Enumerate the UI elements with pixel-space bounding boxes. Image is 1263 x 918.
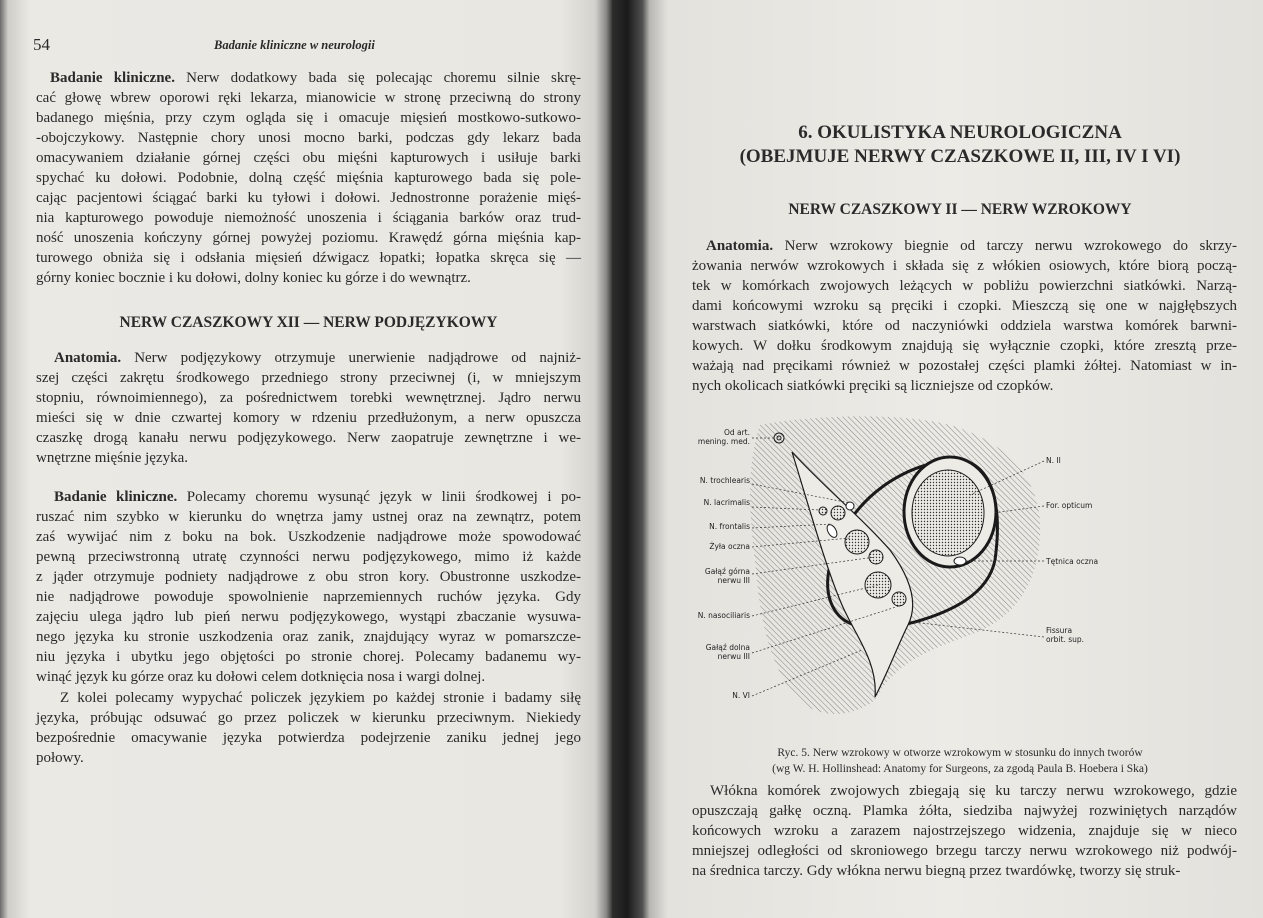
text-line (36, 188, 581, 208)
text-line (36, 268, 581, 288)
text-line (692, 376, 1237, 396)
line-text: Polecamy choremu wysunąć język w linii środkowej i po- (177, 489, 581, 505)
label-n-vi: N. VI (732, 691, 750, 700)
line-text: czaszkę drogą kanału nerwu podjęzykowego. Nerw zaopatruje zewnętrzne i we- (36, 430, 581, 446)
text-line (692, 336, 1237, 356)
text-line (36, 88, 581, 108)
paragraph-ganglion-fibers (692, 781, 1237, 881)
line-text: nia kapturowego powoduje niemożność unoszenia i ściągania barków oraz trud- (36, 210, 581, 226)
paragraph-clinical-exam-xii (36, 487, 581, 687)
label-od-art: Od art. (723, 428, 750, 437)
line-text: dami końcowymi wzroku są pręciki i czopki. Mieszczą się one w najgłębszych (692, 298, 1237, 314)
text-line (36, 68, 581, 88)
line-text: badanego mięśnia, przy czym ogląda się i omacuje mięsień mostkowo-sutkowo- (36, 110, 581, 126)
text-line (36, 168, 581, 188)
label-n-frontalis: N. frontalis (709, 522, 750, 531)
label-mening-med: mening. med. (697, 437, 750, 446)
label-for-opticum: For. opticum (1046, 501, 1093, 510)
ophthalmic-artery (954, 557, 966, 565)
line-text: języka, próbując odsuwać go przez policzek w kierunku przeciwnym. Niekiedy (36, 710, 581, 726)
figure-caption-line-2: (wg W. H. Hollinshead: Anatomy for Surgeons, za zgodą Paula B. Hoebera i Ska) (772, 763, 1148, 775)
text-line (692, 256, 1237, 276)
line-text: połowy. (36, 750, 84, 766)
lacrimal-nerve (819, 507, 827, 515)
line-text: winąć język ku górze oraz ku dołowi celem dotknięcia nosa i wargi dolnej. (36, 669, 486, 685)
text-line (692, 316, 1237, 336)
text-line (36, 708, 581, 728)
text-line (36, 388, 581, 408)
line-text: ruszać nim szybko w kierunku do wnętrza jamy ustnej oraz na zewnątrz, potem (36, 509, 581, 525)
line-text: bezpośrednie omacywanie języka potwierdza podejrzenie zaniku jednej jego (36, 730, 581, 746)
paragraph-lead: Badanie kliniczne. (50, 70, 175, 86)
section-heading-ii: NERW CZASZKOWY II — NERW WZROKOWY (788, 201, 1132, 218)
text-line (36, 607, 581, 627)
right-page (650, 0, 1263, 918)
paragraph-lead: Badanie kliniczne. (54, 489, 178, 505)
figure-optic-canal-diagram (690, 400, 1263, 720)
text-line (36, 248, 581, 268)
text-line (36, 728, 581, 748)
line-text: żowania nerwów wzrokowych i składa się z włókien osiowych, które biorą począ- (692, 258, 1237, 274)
chapter-title-line-2: (OBEJMUJE NERWY CZASZKOWE II, III, IV I VI) (739, 146, 1181, 167)
page-number: 54 (33, 35, 50, 54)
line-text: górny koniec bocznie i ku dołowi, dolny koniec ku górze i do wewnątrz. (36, 270, 471, 286)
text-line (36, 627, 581, 647)
text-line (692, 356, 1237, 376)
text-line (692, 276, 1237, 296)
text-line (36, 748, 581, 768)
line-text: końcowych wzroku a zarazem najostrzejszego widzenia, znajduje się w nieco (692, 823, 1237, 839)
label-galaz-gorna: Gałąź górna (704, 567, 750, 576)
line-text: na średnica tarczy. Gdy włókna nerwu biegną przez twardówkę, tworzy się struk- (692, 863, 1181, 879)
line-text: kowych. W dołku środkowym znajdują się wyłącznie czopki, które zresztą prze- (692, 338, 1237, 354)
line-text: zajęciu ulega jądro lub pień nerwu podjęzykowego, wystąpi zbaczanie wysuwa- (36, 609, 581, 625)
line-text: ność unoszenia kończyny górnej powyżej poziomu. Krawędź górna mięśnia kap- (36, 230, 581, 246)
line-text: szej części zakrętu środkowego przedniego strony przeciwnej (i, w mniejszym (36, 370, 581, 386)
text-line (36, 688, 581, 708)
section-heading-xii: NERW CZASZKOWY XII — NERW PODJĘZYKOWY (119, 314, 498, 331)
label-tetnica-oczna: Tętnica oczna (1046, 557, 1099, 566)
text-line (692, 296, 1237, 316)
line-text: niu języka i ubytku jego objętości po stronie chorej. Polecamy badanemu wy- (36, 649, 581, 665)
trochlear-nerve (846, 502, 854, 510)
text-line (692, 841, 1237, 861)
line-text: nego języka ku stronie uszkodzenia oraz zanik, znajdujący wyraz w pomarszcze- (36, 629, 581, 645)
line-text: tek w komórkach zwojowych leżących w pobliżu powierzchni siatkówki. Narzą- (692, 278, 1237, 294)
text-line (36, 667, 581, 687)
text-line (36, 368, 581, 388)
text-line (36, 487, 581, 507)
label-orbit-sup: orbit. sup. (1046, 635, 1085, 644)
label-galaz-dolna-nerwu: nerwu III (717, 652, 750, 661)
figure-caption-line-1: Ryc. 5. Nerw wzrokowy w otworze wzrokowym w stosunku do innych tworów (777, 747, 1143, 759)
label-n-nasociliaris: N. nasociliaris (697, 611, 750, 620)
paragraph-clinical-exam-xi (36, 68, 581, 288)
text-line (692, 821, 1237, 841)
text-line (36, 547, 581, 567)
line-text: mniejszej odległości od skroniowego brzegu tarczy nerwu wzrokowego niż podwój- (692, 843, 1237, 859)
line-text: warstwach siatkówki, które od naczyniówki oddziela warstwa komórek barwni- (692, 318, 1237, 334)
line-text: wnętrzne mięśnie języka. (36, 450, 189, 466)
line-text: Włókna komórek zwojowych zbiegają się ku tarczy nerwu wzrokowego, gdzie (710, 783, 1237, 799)
line-text: nie nadjądrowe powoduje spowolnienie naprzemiennych ruchów języka. Gdy (36, 589, 581, 605)
paragraph-lead: Anatomia. (706, 238, 774, 254)
superior-branch-iii (845, 530, 869, 554)
line-text: pewną przeciwstronną utratę czynności nerwu podjęzykowego, mimo iż każde (36, 549, 581, 565)
line-text: omacywaniem działanie górnej części obu mięśni kapturowych i usiłuje barki (36, 150, 581, 166)
label-galaz-gorna-nerwu: nerwu III (717, 576, 750, 585)
chapter-title-line-1: 6. OKULISTYKA NEUROLOGICZNA (798, 122, 1122, 143)
label-n-ii: N. II (1046, 456, 1061, 465)
text-line (36, 428, 581, 448)
label-galaz-dolna: Gałąź dolna (705, 643, 750, 652)
label-n-lacrimalis: N. lacrimalis (703, 498, 750, 507)
text-line (36, 208, 581, 228)
line-text: ważają nad pręcikami również w pozostałej części plamki żółtej. Natomiast w in- (692, 358, 1237, 374)
line-text: spychać ku dołowi. Podobnie, dolną część mięśnia kapturowego bada się pole- (36, 170, 581, 186)
line-text: cać głowę wbrew oporowi ręki lekarza, mianowicie w stronę przeciwną do strony (36, 90, 581, 106)
line-text: Nerw dodatkowy bada się polecając choremu silnie skrę- (174, 70, 581, 86)
text-line (36, 228, 581, 248)
frontal-nerve (831, 506, 845, 520)
text-line (36, 408, 581, 428)
text-line (36, 527, 581, 547)
paragraph-anatomy-xii (36, 348, 581, 468)
text-line (36, 128, 581, 148)
label-fissura: Fissura (1046, 626, 1073, 635)
left-page (0, 0, 612, 918)
text-line (36, 567, 581, 587)
paragraph-anatomy-ii (692, 236, 1237, 396)
abducens-nerve (892, 592, 906, 606)
book-gutter (612, 0, 650, 918)
line-text: z jąder otrzymuje podniety nadjądrowe z obu stron kory. Obustronne uszkodze- (36, 569, 581, 585)
text-line (36, 587, 581, 607)
optic-nerve (912, 470, 984, 556)
text-line (36, 348, 581, 368)
text-line (36, 507, 581, 527)
nasociliary-nerve (869, 550, 883, 564)
text-line (692, 236, 1237, 256)
text-line (692, 801, 1237, 821)
paragraph-lead: Anatomia. (54, 350, 122, 366)
running-head: Badanie kliniczne w neurologii (214, 38, 375, 52)
text-line (36, 448, 581, 468)
line-text: Z kolei polecamy wypychać policzek językiem po każdej stronie i badamy siłę (60, 690, 581, 706)
text-line (692, 861, 1237, 881)
line-text: Nerw podjęzykowy otrzymuje unerwienie nadjądrowe od najniż- (121, 350, 581, 366)
paragraph-cheek-test (36, 688, 581, 768)
line-text: turowego obniża się i odsłania mięsień dźwigacz łopatki; łopatka skręca się — (36, 250, 581, 266)
line-text: stopniu, równoimiennego), za pośrednictwem torebki wewnętrznej. Jądro nerwu (36, 390, 581, 406)
text-line (36, 148, 581, 168)
line-text: zaś wywijać nim z boku na bok. Uszkodzenie nadjądrowe może spowodować (36, 529, 581, 545)
line-text: cając pacjentowi ściągać barki ku tyłowi i dołowi. Jednostronne porażenie mięś- (36, 190, 581, 206)
line-text: -obojczykowy. Następnie chory unosi mocno barki, podczas gdy lekarz bada (36, 130, 581, 146)
line-text: opuszczają gałkę oczną. Plamka żółta, siedziba najwyżej rozwiniętych narządów (692, 803, 1237, 819)
label-zyla-oczna: Żyła oczna (709, 542, 750, 551)
text-line (36, 647, 581, 667)
line-text: Nerw wzrokowy biegnie od tarczy nerwu wzrokowego do skrzy- (773, 238, 1237, 254)
text-line (692, 781, 1237, 801)
label-n-trochlearis: N. trochlearis (699, 476, 750, 485)
line-text: nych okolicach siatkówki pręciki są liczniejsze od czopków. (692, 378, 1054, 394)
text-line (36, 108, 581, 128)
line-text: mieści się w dnie czwartej komory w rdzeniu przedłużonym, a nerw opuszcza (36, 410, 581, 426)
